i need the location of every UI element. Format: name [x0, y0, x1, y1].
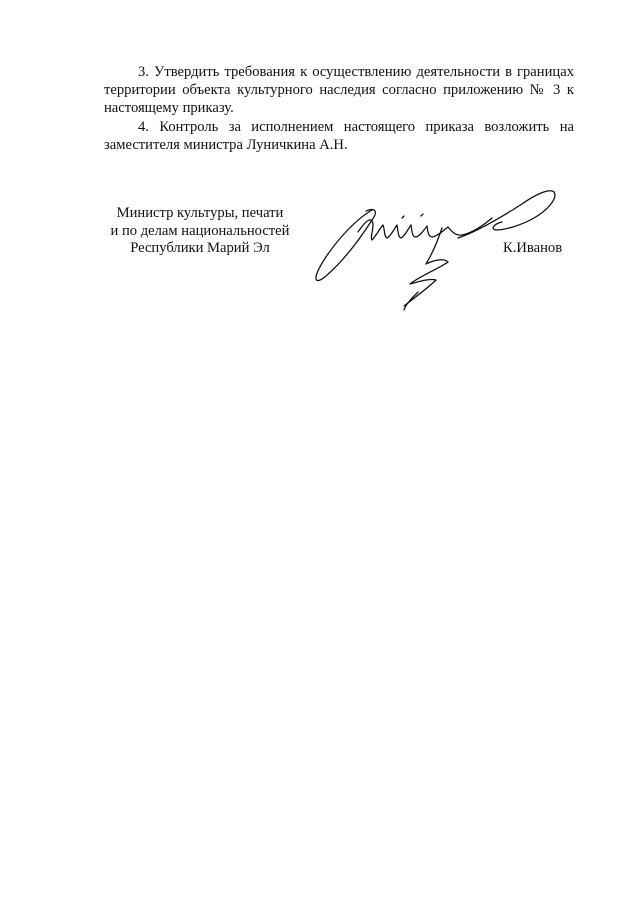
- signer-name: К.Иванов: [503, 240, 563, 256]
- paragraph-control-execution: 4. Контроль за исполнением настоящего приказа возложить на заместителя министра Луничкина А.Н.: [104, 118, 574, 153]
- paragraph-approve-requirements: 3. Утвердить требования к осуществлению деятельности в границах территории объекта культурного наследия согласно приложению № 3 к настоящему приказу.: [104, 64, 574, 117]
- signatory-title-line-1: Министр культуры, печати: [116, 205, 284, 221]
- signatory-title: [100, 205, 300, 258]
- signatory-title-line-3: Республики Марий Эл: [130, 240, 270, 256]
- document-body: [104, 63, 574, 154]
- signatory-title-line-2: и по делам национальностей: [110, 222, 290, 239]
